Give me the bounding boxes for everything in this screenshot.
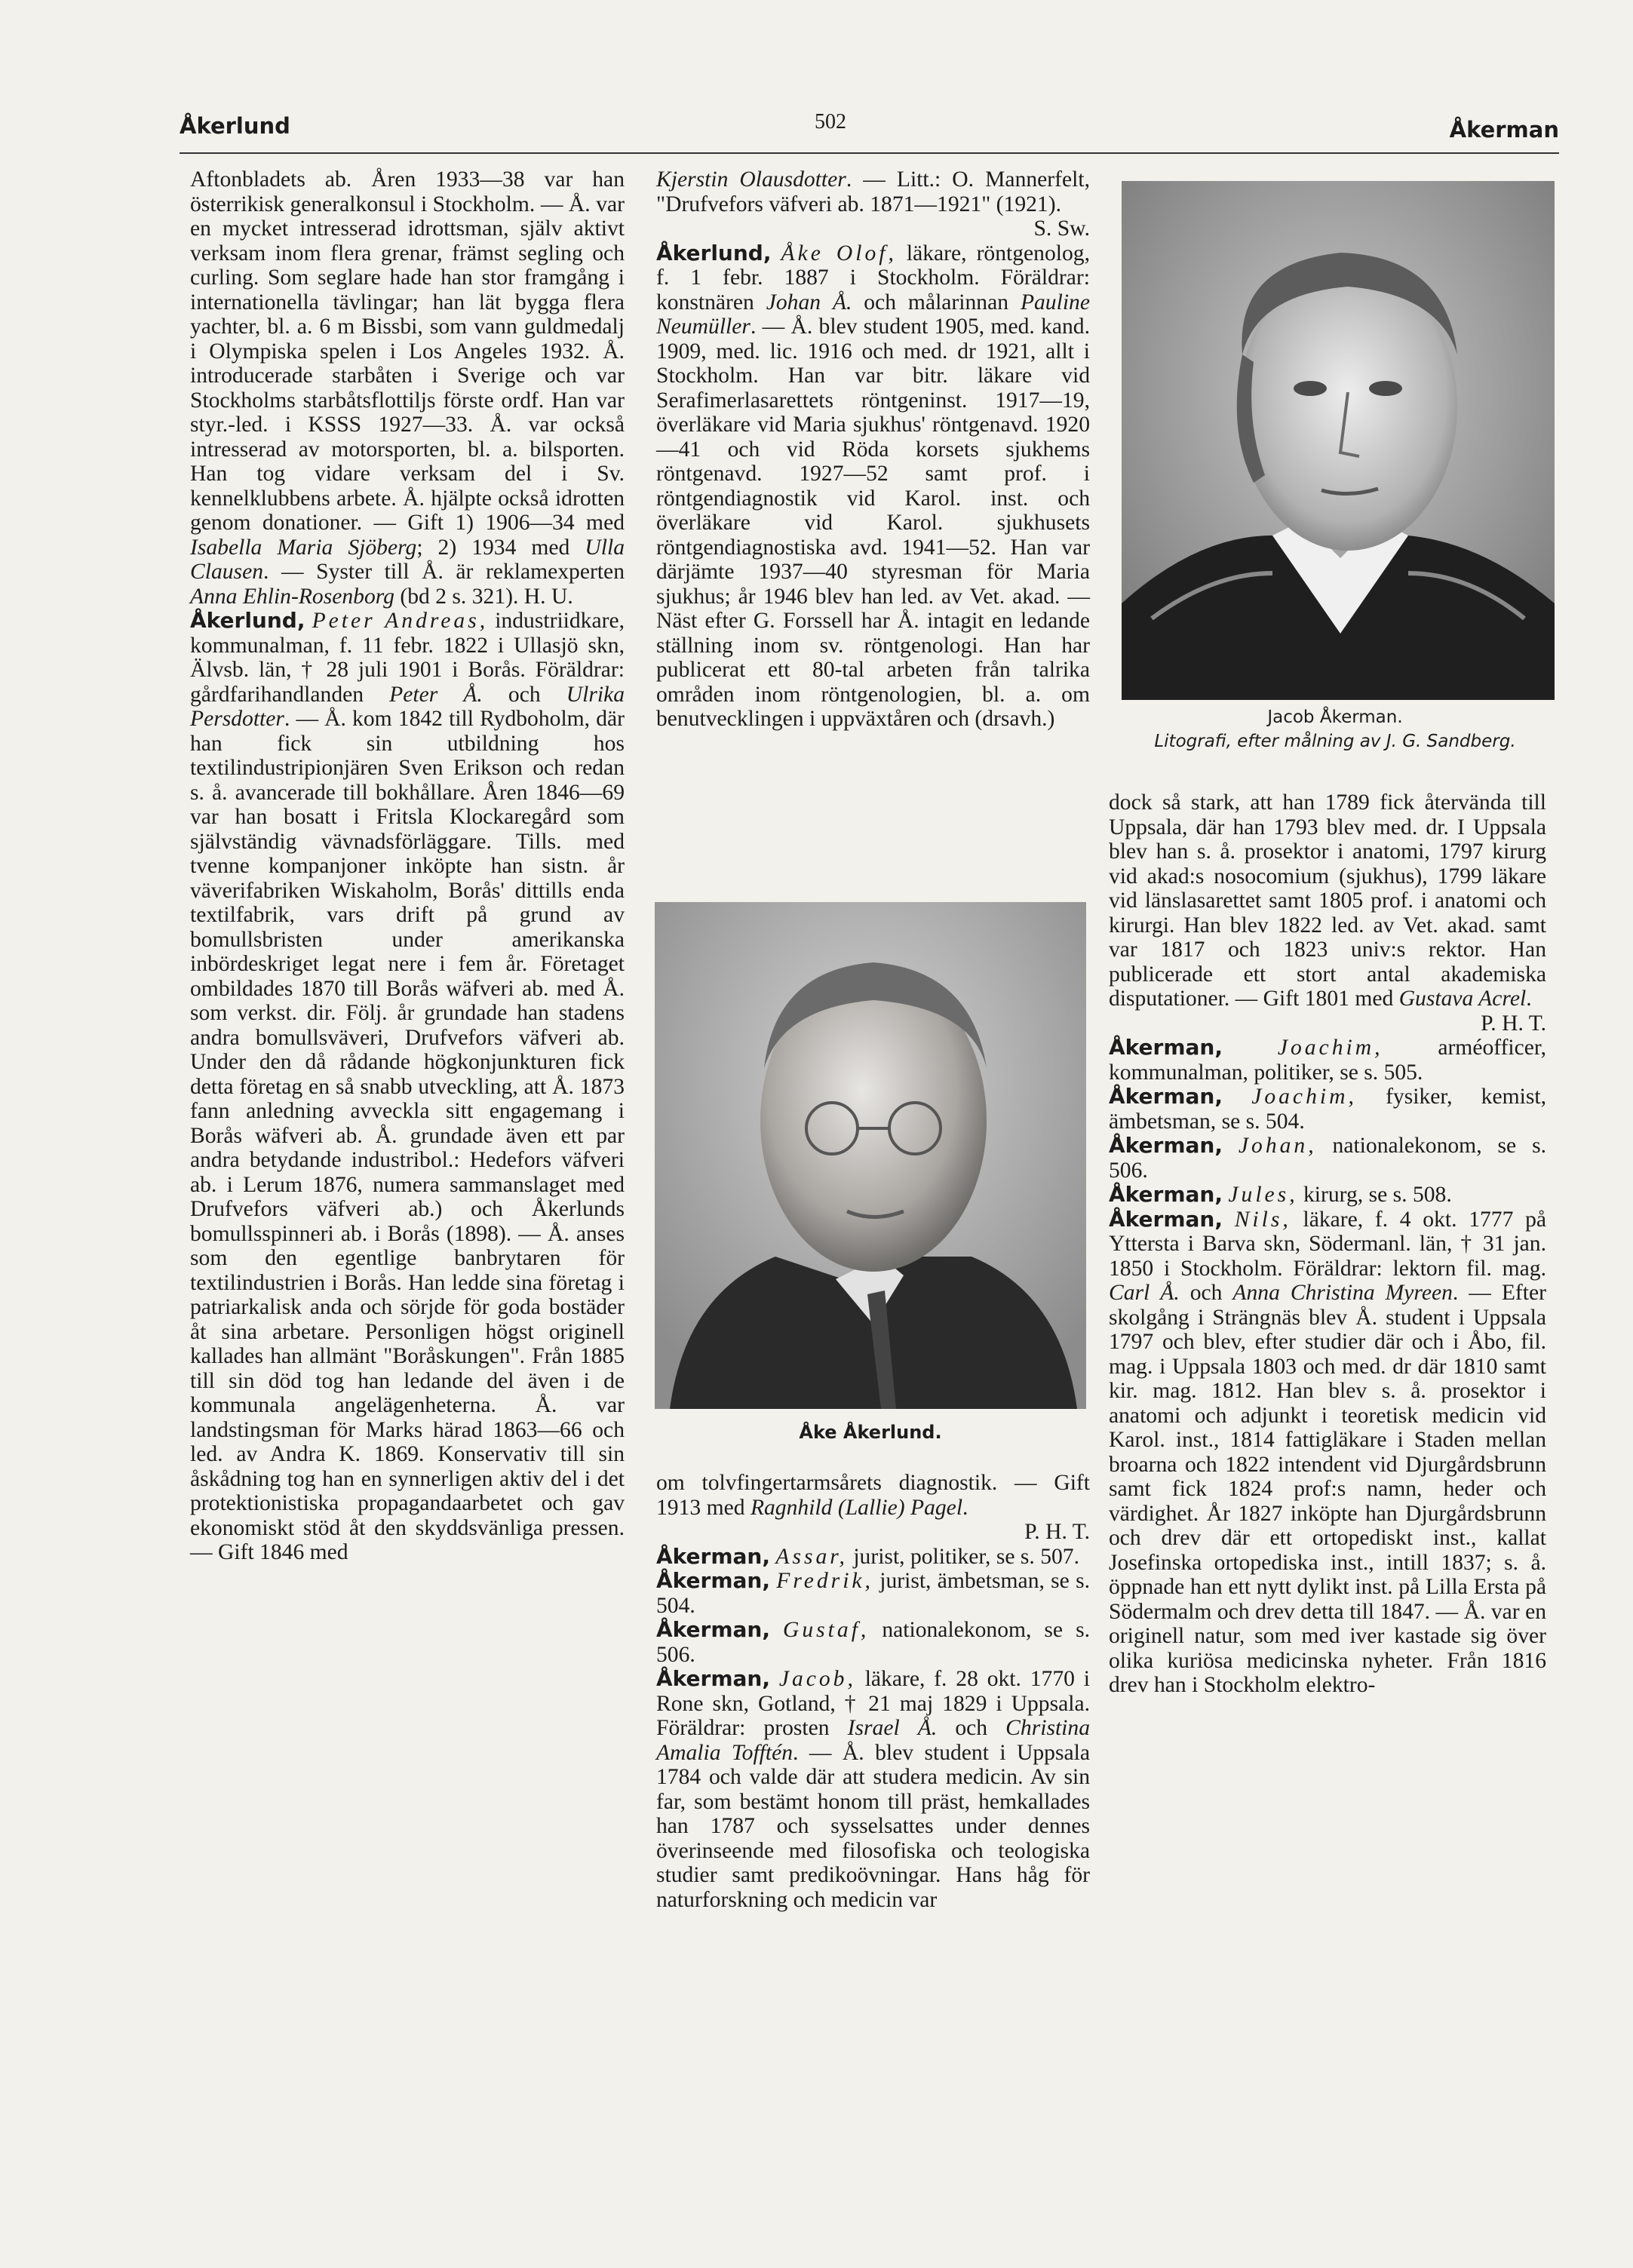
signature: P. H. T. bbox=[1481, 1011, 1546, 1036]
entry-assar: Åkerman, Assar, jurist, politiker, se s. 507. bbox=[656, 1543, 1080, 1569]
signature: S. Sw. bbox=[1033, 216, 1090, 241]
entry-jules: Åkerman, Jules, kirurg, se s. 508. bbox=[1109, 1182, 1452, 1207]
signature: H. U. bbox=[523, 584, 573, 609]
entry-joachim-2: Åkerman, Joachim, fysiker, kemist, ämbetsman, se s. 504. bbox=[1109, 1084, 1546, 1134]
running-header-left: Åkerlund bbox=[180, 113, 290, 139]
portrait-caption-name: Jacob Åkerman. bbox=[1267, 707, 1403, 727]
entry-continuation-3: om tolvfingertarmsårets diagnostik. — Gift 1913 med Ragnhild (Lallie) Pagel. P. H. T. bbox=[656, 1471, 1090, 1544]
entry-ake-olof: Åkerlund, Åke Olof, läkare, röntgenolog, f. 1 febr. 1887 i Stockholm. Föräldrar: konstnären Johan Å. och målarinnan Pauline Neumüller. — Å. blev student 1905, med. kand. 1909, med. lic. 1916 och med. dr 1921, allt i Stockholm. Han var bitr. läkare vid Serafimerlasarettets röntgeninst. 1917—19, överläkare vid Maria sjukhus' röntgenavd. 1920—41 och vid Röda korsets sjukhems röntgenavd. 1927—52 samt prof. i röntgendiagnostik vid Karol. inst. och överläkare vid Karol. sjukhusets röntgendiagnostiska avd. 1941—52. Han var därjämte 1937—40 styresman för Maria sjukhus; år 1946 blev han led. av Vet. akad. — Näst efter G. Forssell har Å. intagit en ledande ställning inom sv. röntgenologi. Han har publicerat ett 80-tal arbeten från talrika områden inom röntgenologien, bl. a. om benutvecklingen i uppväxtåren och (drsavh.) bbox=[656, 240, 1090, 731]
entry-nils: Åkerman, Nils, läkare, f. 4 okt. 1777 på Yttersta i Barva skn, Södermanl. län, † 31 jan. 1850 i Stockholm. Föräldrar: lektorn fil. mag. Carl Å. och Anna Christina Myreen. — Efter skolgång i Strängnäs blev Å. student i Uppsala 1797 och blev, efter studier där och i Åbo, fil. mag. i Uppsala 1803 och med. dr där 1810 samt kir. mag. 1812. Han blev s. å. prosektor i anatomi och adjunkt i teoretisk medicin vid Karol. inst., 1814 fattigläkare i Staden mellan broarna och 1822 intendent vid Djurgårdsbrunn samt fick 1824 prof:s namn, heder och värdighet. År 1827 inköpte han Djurgårdsbrunn och drev där ett ortopediskt inst., kallat Josefinska ortopediska inst., intill 1837; s. å. öppnade han ett nytt dylikt inst. på Lilla Ersta på Södermalm och drev detta till 1847. — Å. var en originell natur, som med iver kastade sig över olika kuriösa medicinska nyheter. Från 1816 drev han i Stockholm elektro- bbox=[1109, 1206, 1547, 1697]
portrait-caption-credit: Litografi, efter målning av J. G. Sandberg. bbox=[1154, 732, 1516, 751]
entry-johan: Åkerman, Johan, nationalekonom, se s. 506. bbox=[1109, 1133, 1546, 1183]
column-2-bottom bbox=[656, 1471, 1090, 1912]
running-header-right: Åkerman bbox=[1449, 117, 1559, 143]
entry-gustaf: Åkerman, Gustaf, nationalekonom, se s. 506. bbox=[656, 1617, 1090, 1667]
portrait-jacob-akerman bbox=[1122, 181, 1555, 700]
entry-jacob: Åkerman, Jacob, läkare, f. 28 okt. 1770 i Rone skn, Gotland, † 21 maj 1829 i Uppsala. Föräldrar: prosten Israel Å. och Christina Amalia Tofftén. — Å. blev student i Uppsala 1784 och valde där att studera medicin. Av sin far, som bestämt honom till präst, hemkallades han 1787 och sysselsattes under dennes överinseende med filosofiska och teologiska studier samt predikoövningar. Hans håg för naturforskning och medicin var bbox=[656, 1666, 1091, 1912]
entry-fredrik: Åkerman, Fredrik, jurist, ämbetsman, se s. 504. bbox=[656, 1568, 1090, 1618]
entry-continuation-2: Kjerstin Olausdotter. — Litt.: O. Mannerfelt, "Drufvefors väfveri ab. 1871—1921" (1921). S. Sw. bbox=[656, 167, 1090, 241]
portrait-ake-akerlund bbox=[655, 902, 1086, 1409]
column-2-top bbox=[656, 167, 1090, 732]
signature: P. H. T. bbox=[1024, 1520, 1090, 1544]
entry-continuation: Aftonbladets ab. Åren 1933—38 var han österrikisk generalkonsul i Stockholm. — Å. var en mycket intresserad idrottsman, själv aktivt verksam inom flera grenar, främst segling och curling. Som seglare hade han stor framgång i internationella tävlingar; han lät bygga flera yachter, bl. a. 6 m Bissbi, som vann guldmedalj i Olympiska spelen i Los Angeles 1932. Å. introducerade starbåten i Sverige och var Stockholms starbåtsflottiljs förste ordf. Han var styr.-led. i KSSS 1927—33. Å. var också intresserad av motorsporten, bl. a. bilsporten. Han tog vidare verksam del i Sv. kennelklubbens arbete. Å. hjälpte också idrotten genom donationer. — Gift 1) 1906—34 med Isabella Maria Sjöberg; 2) 1934 med Ulla Clausen. — Syster till Å. är reklamexperten Anna Ehlin-Rosenborg (bd 2 s. 321). H. U. bbox=[190, 167, 625, 609]
column-1 bbox=[190, 167, 625, 1565]
header-rule bbox=[180, 152, 1559, 154]
column-3 bbox=[1109, 790, 1546, 1698]
entry-jacob-continuation: dock så stark, att han 1789 fick återvända till Uppsala, där han 1793 blev med. dr. I Uppsala blev han s. å. prosektor i anatomi, 1797 kirurg vid akad:s nosocomium (sjukhus), 1799 läkare vid länslasarettet samt 1805 prof. i anatomi och kirurgi. Han blev 1822 led. av Vet. akad. samt var 1817 och 1823 univ:s rektor. Han publicerade ett stort antal akademiska disputationer. — Gift 1801 med Gustava Acrel. P. H. T. bbox=[1109, 790, 1546, 1036]
page-number: 502 bbox=[815, 110, 846, 134]
portrait-caption bbox=[1086, 705, 1584, 753]
photo-caption: Åke Åkerlund. bbox=[799, 1422, 942, 1443]
entry-peter-andreas: Åkerlund, Peter Andreas, industriidkare, kommunalman, f. 11 febr. 1822 i Ullasjö skn, Älvsb. län, † 28 juli 1901 i Borås. Föräldrar: gårdfarihandlanden Peter Å. och Ulrika Persdotter. — Å. kom 1842 till Rydboholm, där han fick sin utbildning hos textilindustripionjären Sven Erikson och redan s. å. avancerade till bokhållare. Åren 1846—69 var han bosatt i Fritsla Klockaregård som självständig vävnadsförläggare. Tills. med tvenne kompanjoner inköpte han sistn. år väverifabriken Wiskaholm, Borås' dittills enda textilfabrik, vars drift på grund av bomullsbristen under amerikanska inbördeskriget legat nere i fem år. Företaget ombildades 1870 till Borås wäfveri ab. med Å. som verkst. dir. Följ. år grundade han stadens andra bomullsväveri, Drufvefors väfveri ab. Under den då rådande högkonjunkturen fick detta företag en så snabb utveckling, att Å. 1873 fann anledning avveckla sitt engagemang i Borås wäfveri ab. Å. grundade även ett par andra betydande industribol.: Hedefors väfveri ab. i Lerum 1876, numera sammanslaget med Drufvefors väfveri ab.) och Åkerlunds bomullsspinneri ab. i Borås (1898). — Å. anses som den egentlige banbrytaren för textilindustrien i Borås. Han ledde sina företag i patriarkalisk anda och sörjde för goda bostäder åt sina arbetare. Personligen högst originell kallades han allmänt "Boråskungen". Från 1885 till sin död tog han ledande del även i de kommunala angelägenheterna. Å. var landstingsman för Marks härad 1863—66 och led. av Andra K. 1869. Konservativ till sin åskådning tog han en synnerligen aktiv del i det protektionistiska propagandaarbetet och gav ekonomiskt stöd åt den skyddsvänliga pressen. — Gift 1846 med bbox=[190, 608, 625, 1564]
entry-joachim-1: Åkerman, Joachim, arméofficer, kommunalman, politiker, se s. 505. bbox=[1109, 1035, 1546, 1085]
